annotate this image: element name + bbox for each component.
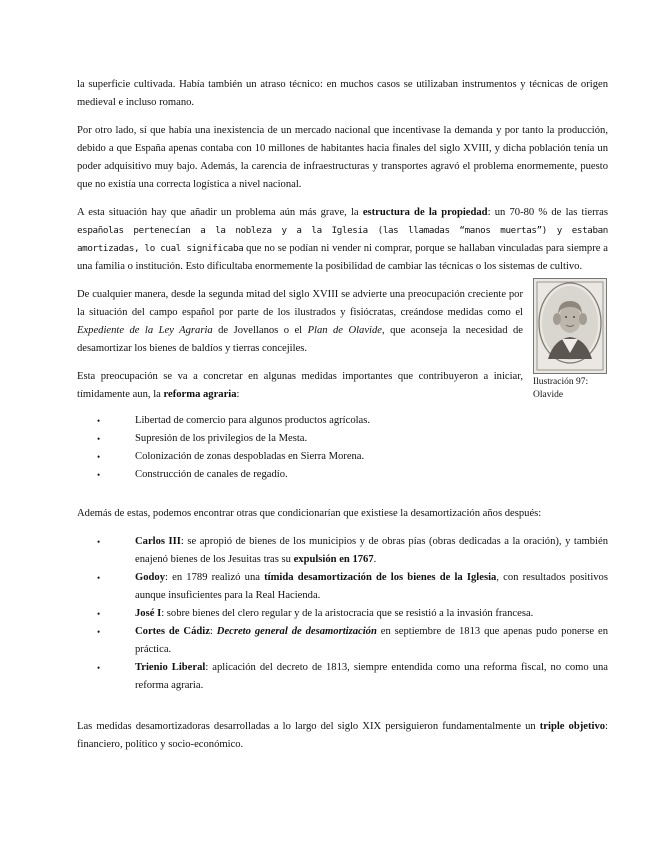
bold-name: Trienio Liberal: [135, 662, 206, 673]
bullet-icon: •: [97, 416, 101, 426]
figure-caption: Ilustración 97: Olavide: [533, 377, 589, 400]
text-span: Las medidas desamortizadoras desarrolladas a lo largo del siglo XIX persiguieron fundamentalmente un: [77, 721, 540, 732]
list-item-jose-i: [97, 605, 608, 623]
list-item: [97, 412, 595, 430]
list-item-text: Libertad de comercio para algunos productos agrícolas.: [135, 415, 371, 426]
text-span: : aplicación del decreto de 1813, siempre entendida como una reforma fiscal, no como una reforma agraria.: [135, 662, 609, 691]
bullet-icon: •: [97, 609, 101, 619]
bold-term: tímida desamortización de los bienes de la Iglesia: [264, 572, 497, 583]
list-item-text: Supresión de los privilegios de la Mesta.: [135, 433, 308, 444]
list-item-cortes-cadiz: [97, 623, 609, 659]
text-span: : en 1789 realizó una: [165, 572, 265, 583]
text-span: , con resultados positivos aunque insuficientes para la Real Hacienda.: [135, 572, 608, 601]
text-span: : sobre bienes del clero regular y de la aristocracia que se resistió a la invasión francesa.: [161, 608, 534, 619]
bold-term-property-structure: estructura de la propiedad: [362, 207, 488, 218]
paragraph-triple-objective: [77, 718, 608, 754]
list-item: [97, 448, 595, 466]
list-item-text: Construcción de canales de regadío.: [135, 469, 288, 480]
precedents-list: [97, 533, 609, 695]
bold-name: Godoy: [135, 572, 166, 583]
bullet-icon: •: [97, 537, 101, 547]
paragraph-national-market: Por otro lado, sí que había una inexistencia de un mercado nacional que incentivase la demanda y por tanto la producción, debido a que España apenas contaba con 10 millones de habitantes hacia finales del siglo XVIII, y dicha población tenía un poder adquisitivo muy bajo. Además, la carencia de infraestructuras y transportes agravó el problema enormemente, puesto que no existía una correcta logística a nivel nacional.: [77, 125, 608, 190]
text-span: :: [209, 626, 217, 637]
text-span: :: [236, 389, 240, 400]
text-span: que no se podían ni vender ni comprar, porque se hallaban vinculadas para siempre a una familia o institución. Esto dificultaba enormemente la posibilidad de cambiar las técnicas o los sistemas de cultivo.: [77, 243, 608, 272]
engraving-portrait-icon: [534, 279, 606, 373]
paragraph-precedents-intro: Además de estas, podemos encontrar otras que condicionarían que existiese la desamortización años después:: [77, 508, 542, 519]
list-item: [97, 466, 595, 484]
italic-title-expediente: Expediente de la Ley Agraria: [77, 325, 213, 336]
bold-term-agrarian-reform: reforma agraria: [163, 389, 237, 400]
text-span: A esta situación hay que añadir un problema aún más grave, la: [77, 207, 363, 218]
text-span: en septiembre de 1813 que apenas pudo ponerse en práctica.: [135, 626, 609, 655]
paragraph-property-structure: [77, 204, 608, 276]
olavide-portrait-image: [533, 278, 607, 374]
text-span: : financiero, político y socio-económico.: [77, 721, 608, 750]
bold-name: Cortes de Cádiz: [135, 626, 210, 637]
bold-italic-term: Decreto general de desamortización: [216, 626, 377, 637]
text-span-condensed: españolas pertenecían a la nobleza y a la Iglesia (las llamadas “manos muertas”) y estaban amortizadas, lo cual significaba: [77, 225, 608, 254]
paragraph-enlightened-concern: [77, 286, 523, 358]
italic-title-plan-olavide: Plan de Olavide: [307, 325, 382, 336]
list-item-godoy: [97, 569, 608, 605]
text-span: Esta preocupación se va a concretar en algunas medidas importantes que contribuyeron a iniciar, tímidamente aun, la: [77, 371, 523, 400]
text-span: : un 70-80 % de las tierras: [487, 207, 608, 218]
list-item-trienio-liberal: [97, 659, 609, 695]
bold-name: José I: [135, 608, 162, 619]
text-span: de Jovellanos o el: [212, 325, 308, 336]
text-span: , que aconseja la necesidad de desamortizar los bienes de baldíos y tierras concejiles.: [77, 325, 523, 354]
bullet-icon: •: [97, 627, 101, 637]
bullet-icon: •: [97, 452, 101, 462]
list-item: [97, 430, 595, 448]
text-span: : se apropió de bienes de los municipios y de obras pías (obras dedicadas a la oración), y también enajenó bienes de los Jesuitas tras su: [135, 536, 608, 565]
bullet-icon: •: [97, 573, 101, 583]
text-span: .: [373, 554, 377, 565]
paragraph-agrarian-reform: [77, 368, 523, 404]
bullet-icon: •: [97, 470, 101, 480]
bold-name: Carlos III: [135, 536, 181, 547]
bullet-icon: •: [97, 434, 101, 444]
paragraph-technical-backwardness: la superficie cultivada. Había también un atraso técnico: en muchos casos se utilizaban instrumentos y técnicas de origen medieval e incluso romano.: [77, 79, 608, 108]
reform-measures-list: [97, 412, 595, 484]
list-item-text: Colonización de zonas despobladas en Sierra Morena.: [135, 451, 365, 462]
list-item-carlos-iii: [97, 533, 608, 569]
bullet-icon: •: [97, 663, 101, 673]
text-span: De cualquier manera, desde la segunda mitad del siglo XVIII se advierte una preocupación creciente por la situación del campo español por parte de los ilustrados y fisiócratas, creándose medidas como el: [77, 289, 523, 318]
bold-term-triple-objective: triple objetivo: [539, 721, 606, 732]
bold-term: expulsión en 1767: [293, 554, 374, 565]
